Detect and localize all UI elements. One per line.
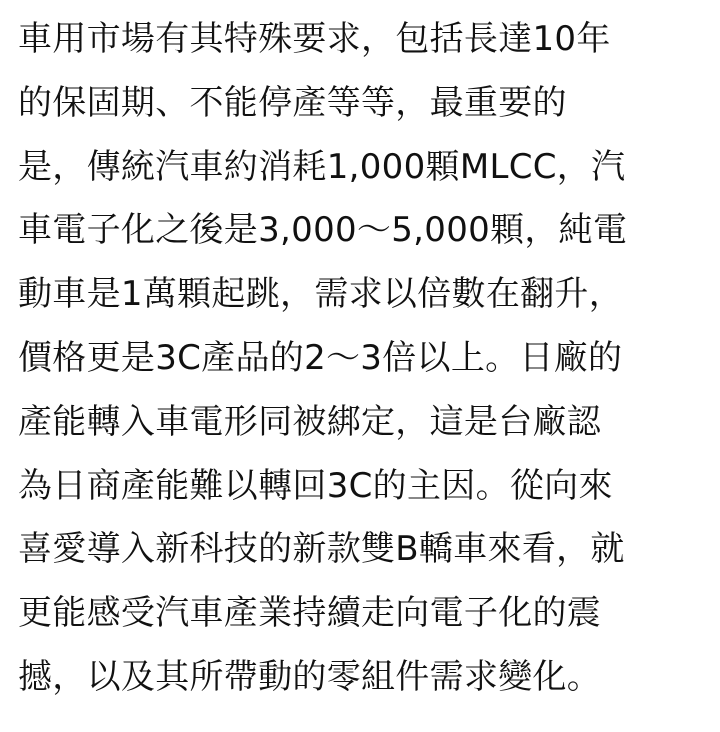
text-line: 車電子化之後是3,000～5,000顆，純電 [18, 210, 628, 251]
text-line: 喜愛導入新科技的新款雙B轎車來看，就 [18, 529, 625, 570]
text-line: 產能轉入車電形同被綁定，這是台廠認 [18, 401, 602, 442]
text-line: 動車是1萬顆起跳，需求以倍數在翻升， [18, 274, 624, 315]
text-line: 撼，以及其所帶動的零組件需求變化。 [18, 656, 602, 697]
text-line: 為日商產能難以轉回3C的主因。從向來 [18, 465, 613, 506]
text-line: 價格更是3C產品的2～3倍以上。日廠的 [18, 337, 623, 378]
text-line: 車用市場有其特殊要求，包括長達10年 [18, 19, 611, 59]
text-line: 的保固期、不能停產等等，最重要的 [18, 82, 567, 123]
text-line: 是，傳統汽車約消耗1,000顆MLCC，汽 [18, 146, 626, 187]
text-line: 更能感受汽車產業持續走向電子化的震 [18, 593, 602, 634]
